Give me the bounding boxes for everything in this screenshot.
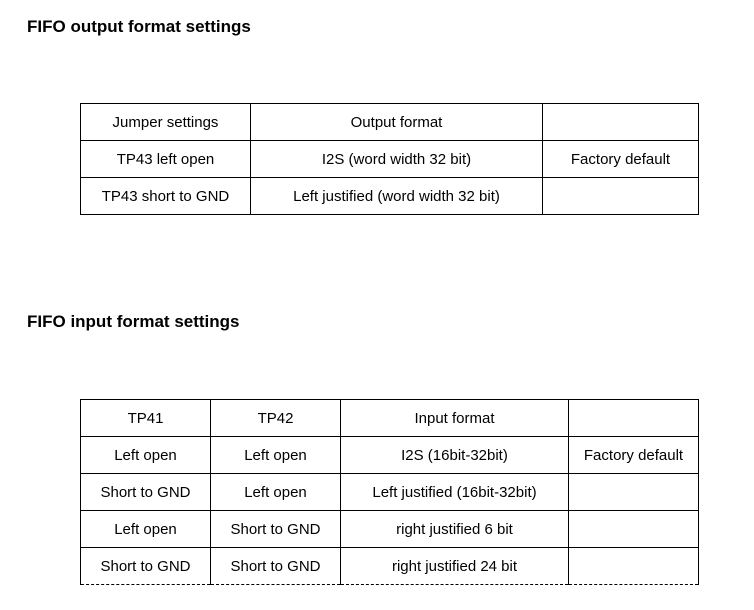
- cell-note: Factory default: [569, 437, 699, 474]
- cell-tp42: Left open: [211, 474, 341, 511]
- cell-format: Left justified (16bit-32bit): [341, 474, 569, 511]
- table-row: [81, 474, 699, 511]
- header-jumper-settings: Jumper settings: [81, 104, 251, 141]
- table-row: [81, 511, 699, 548]
- table-header-row: [81, 400, 699, 437]
- header-tp42: TP42: [211, 400, 341, 437]
- cell-tp42: Short to GND: [211, 511, 341, 548]
- cell-tp41: Left open: [81, 437, 211, 474]
- header-output-format: Output format: [251, 104, 543, 141]
- header-input-format: Input format: [341, 400, 569, 437]
- input-format-table: [80, 399, 699, 585]
- input-format-title: FIFO input format settings: [27, 312, 240, 331]
- output-format-table: [80, 103, 699, 215]
- output-format-title: FIFO output format settings: [27, 17, 251, 36]
- cell-jumper: TP43 short to GND: [81, 178, 251, 215]
- cell-tp41: Left open: [81, 511, 211, 548]
- cell-format: I2S (16bit-32bit): [341, 437, 569, 474]
- cell-tp42: Left open: [211, 437, 341, 474]
- table-row: [81, 548, 699, 585]
- cell-tp41: Short to GND: [81, 548, 211, 585]
- table-header-row: [81, 104, 699, 141]
- header-note: [543, 104, 699, 141]
- header-tp41: TP41: [81, 400, 211, 437]
- cell-note: Factory default: [543, 141, 699, 178]
- cell-format: Left justified (word width 32 bit): [251, 178, 543, 215]
- cell-format: right justified 6 bit: [341, 511, 569, 548]
- cell-format: right justified 24 bit: [341, 548, 569, 585]
- cell-note: [569, 511, 699, 548]
- cell-note: [569, 548, 699, 585]
- header-note: [569, 400, 699, 437]
- table-row: [81, 141, 699, 178]
- cell-tp42: Short to GND: [211, 548, 341, 585]
- cell-jumper: TP43 left open: [81, 141, 251, 178]
- cell-note: [569, 474, 699, 511]
- cell-note: [543, 178, 699, 215]
- table-row: [81, 178, 699, 215]
- cell-format: I2S (word width 32 bit): [251, 141, 543, 178]
- table-row: [81, 437, 699, 474]
- cell-tp41: Short to GND: [81, 474, 211, 511]
